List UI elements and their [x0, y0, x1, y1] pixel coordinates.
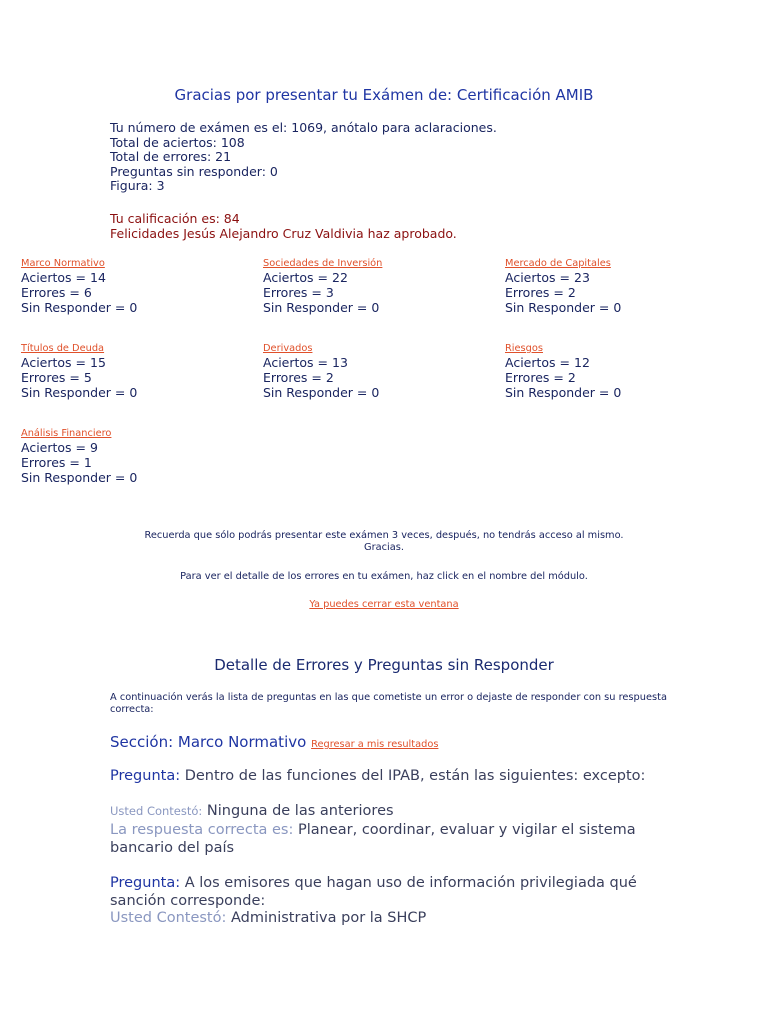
module-sin-responder: Sin Responder = 0: [263, 299, 380, 315]
question-text: [110, 768, 650, 786]
grade-block: [110, 211, 457, 241]
question-body: Dentro de las funciones del IPAB, están las siguientes: excepto:: [184, 768, 646, 784]
module-card: [21, 428, 251, 485]
attempts-line: Recuerda que sólo podrás presentar este exámen 3 veces, después, no tendrás acceso al mismo.: [144, 530, 624, 541]
answered-row: [110, 910, 650, 928]
detail-intro: A continuación verás la lista de preguntas en las que cometiste un error o dejaste de responder con su respuesta correcta:: [110, 692, 667, 715]
congrats-message: Felicidades Jesús Alejandro Cruz Valdivia haz aprobado.: [110, 226, 457, 241]
question-label: Pregunta:: [110, 768, 181, 784]
figure-number: Figura: 3: [110, 178, 165, 194]
correct-label: La respuesta correcta es:: [110, 822, 294, 838]
module-aciertos: Aciertos = 13: [263, 355, 348, 370]
close-window-link[interactable]: Ya puedes cerrar esta ventana: [309, 599, 459, 610]
thanks-line: Gracias.: [364, 542, 404, 553]
total-errors: Total de errores: 21: [110, 149, 232, 165]
module-sin-responder: Sin Responder = 0: [21, 384, 138, 400]
module-errores: Errores = 2: [505, 369, 576, 385]
module-sin-responder: Sin Responder = 0: [21, 469, 138, 485]
attempts-notice: [0, 530, 768, 554]
module-sin-responder: Sin Responder = 0: [505, 299, 622, 315]
module-link-titulos-deuda[interactable]: Títulos de Deuda: [21, 343, 105, 354]
module-aciertos: Aciertos = 15: [21, 355, 106, 370]
module-card: [21, 343, 251, 400]
module-aciertos: Aciertos = 14: [21, 270, 106, 285]
question-text: [110, 875, 650, 910]
module-errores: Errores = 2: [505, 284, 576, 300]
question-body: A los emisores que hagan uso de información privilegiada qué sanción corresponde:: [110, 875, 637, 909]
back-to-results-link[interactable]: Regresar a mis resultados: [311, 739, 439, 750]
exam-summary: [110, 121, 497, 194]
correct-answer-row: [110, 822, 650, 857]
section-label: Sección: Marco Normativo: [110, 733, 307, 751]
module-card: [505, 343, 735, 400]
close-window-row: [0, 599, 768, 610]
module-aciertos: Aciertos = 12: [505, 355, 590, 370]
module-link-analisis-financiero[interactable]: Análisis Financiero: [21, 428, 112, 439]
module-errores: Errores = 6: [21, 284, 92, 300]
module-sin-responder: Sin Responder = 0: [505, 384, 622, 400]
answered-value: Administrativa por la SHCP: [231, 910, 427, 926]
detail-title: Detalle de Errores y Preguntas sin Responder: [214, 656, 554, 674]
module-card: [263, 258, 493, 315]
module-aciertos: Aciertos = 22: [263, 270, 348, 285]
answered-label: Usted Contestó:: [110, 910, 227, 926]
module-link-riesgos[interactable]: Riesgos: [505, 343, 543, 354]
module-errores: Errores = 5: [21, 369, 92, 385]
answered-value: Ninguna de las anteriores: [206, 803, 394, 819]
module-link-marco-normativo[interactable]: Marco Normativo: [21, 258, 105, 269]
module-aciertos: Aciertos = 23: [505, 270, 590, 285]
exam-number: Tu número de exámen es el: 1069, anótalo para aclaraciones.: [110, 120, 497, 135]
module-link-derivados[interactable]: Derivados: [263, 343, 313, 354]
detail-hint: Para ver el detalle de los errores en tu exámen, haz click en el nombre del módulo.: [180, 571, 588, 582]
unanswered-count: Preguntas sin responder: 0: [110, 163, 278, 179]
module-card: [505, 258, 735, 315]
module-sin-responder: Sin Responder = 0: [263, 384, 380, 400]
question-label: Pregunta:: [110, 875, 181, 891]
module-card: [263, 343, 493, 400]
module-errores: Errores = 3: [263, 284, 334, 300]
answered-label: Usted Contestó:: [110, 804, 203, 818]
module-errores: Errores = 1: [21, 454, 92, 470]
section-header: [110, 733, 438, 751]
page-title: Gracias por presentar tu Exámen de: Certificación AMIB: [174, 86, 594, 104]
grade-value: Tu calificación es: 84: [110, 211, 240, 226]
answered-row: [110, 803, 650, 821]
total-correct: Total de aciertos: 108: [110, 134, 245, 150]
module-sin-responder: Sin Responder = 0: [21, 299, 138, 315]
module-card: [21, 258, 251, 315]
module-errores: Errores = 2: [263, 369, 334, 385]
module-link-sociedades-inversion[interactable]: Sociedades de Inversión: [263, 258, 383, 269]
module-link-mercado-capitales[interactable]: Mercado de Capitales: [505, 258, 611, 269]
module-aciertos: Aciertos = 9: [21, 440, 98, 455]
correct-value: Planear, coordinar, evaluar y vigilar el sistema bancario del país: [110, 822, 636, 856]
